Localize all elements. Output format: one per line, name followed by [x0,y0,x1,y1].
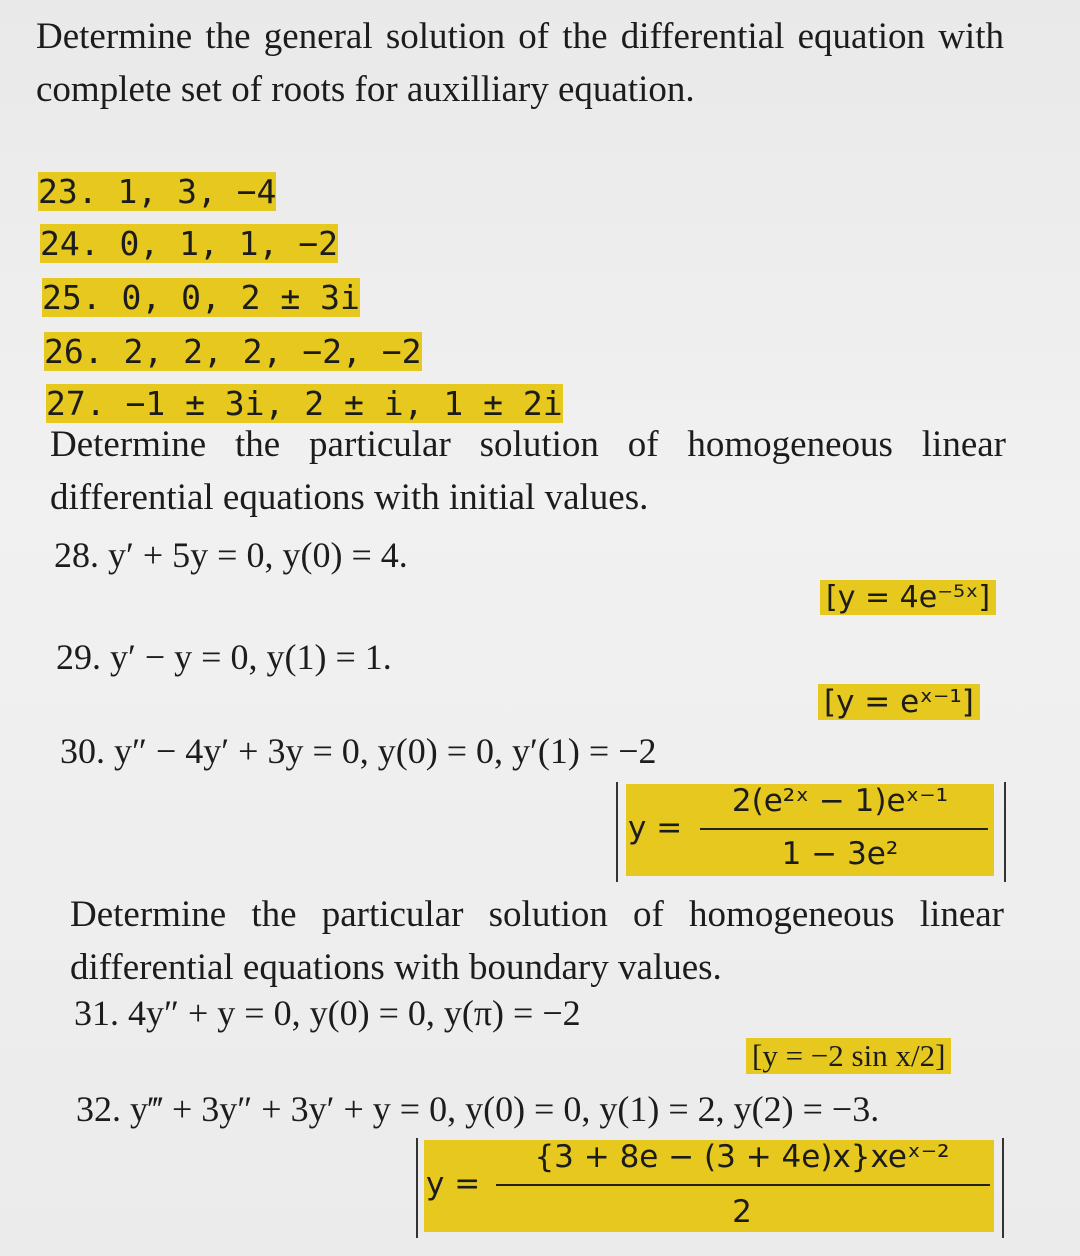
problem-23: 23. 1, 3, −4 [38,172,277,211]
answer-32-numerator: {3 + 8e − (3 + 4e)x}xeˣ⁻² [534,1139,950,1175]
fraction-bar [700,828,988,830]
problem-25: 25. 0, 0, 2 ± 3i [42,278,360,317]
answer-29: [y = eˣ⁻¹] [818,684,980,720]
instruction-initial-values: Determine the particular solution of homogeneous linear differential equations with initial values. [50,424,1006,518]
instruction-boundary-values: Determine the particular solution of homogeneous linear differential equations with boundary values. [70,894,1004,988]
problem-26: 26. 2, 2, 2, −2, −2 [44,332,422,371]
problem-31: 31. 4y″ + y = 0, y(0) = 0, y(π) = −2 [74,993,581,1033]
answer-30-denominator: 1 − 3e² [781,836,899,872]
problem-32: 32. y‴ + 3y″ + 3y′ + y = 0, y(0) = 0, y(1) = 2, y(2) = −3. [76,1089,880,1129]
answer-32-lhs: y = [426,1166,481,1202]
answer-28: [y = 4e⁻⁵ˣ] [820,580,996,615]
answer-31: [y = −2 sin x/2] [746,1038,951,1074]
problem-24: 24. 0, 1, 1, −2 [40,224,339,263]
instruction-general: Determine the general solution of the differential equation with complete set of roots for auxilliary equation. [36,16,1004,110]
answer-30-numerator: 2(e²ˣ − 1)eˣ⁻¹ [731,783,949,819]
answer-32-denominator: 2 [732,1194,752,1230]
fraction-bar [496,1184,990,1186]
problem-30: 30. y″ − 4y′ + 3y = 0, y(0) = 0, y′(1) = −2 [60,731,657,771]
problem-29: 29. y′ − y = 0, y(1) = 1. [56,637,392,677]
problem-27: 27. −1 ± 3i, 2 ± i, 1 ± 2i [46,384,563,423]
problem-28: 28. y′ + 5y = 0, y(0) = 4. [54,535,408,575]
answer-30-lhs: y = [628,810,683,846]
